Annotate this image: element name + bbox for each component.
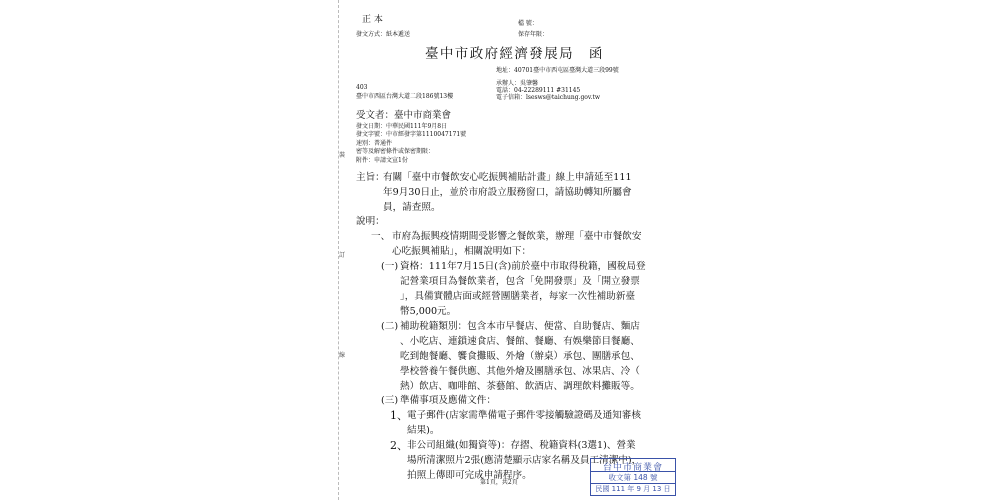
subject-label: 主旨：	[356, 172, 385, 183]
doc-security: 密等及解密條件或保密期限：	[356, 148, 435, 155]
archive-no-label: 檔 號：	[518, 20, 538, 27]
sub1-line: 幣5,000元。	[400, 306, 457, 317]
doc-number: 發文字號：中市經發字第1110047171號	[356, 131, 467, 138]
recipient: 受文者：臺中市商業會	[356, 110, 452, 121]
sender-contact: 承辦人：吳肇馨	[496, 80, 539, 87]
sender-phone: 電話：04-22289111 #31145	[496, 87, 581, 94]
subject-line: 有關「臺中市餐飲安心吃振興補貼計畫」線上申請延至111	[383, 172, 632, 183]
sub3-item-line: 非公司組織(如獨資等)：存摺、稅籍資料(3選1)、營業	[407, 440, 636, 451]
sub2-line: 熱）飲店、咖啡館、茶藝館、飲酒店、調理飲料攤販等。	[400, 381, 640, 392]
sub3-item-line: 場所清潔照片2張(應清楚顯示店家名稱及員工清潔中)，	[407, 455, 642, 466]
subject-line: 員，請查照。	[383, 202, 441, 213]
sub2-marker: (二)	[381, 321, 399, 332]
sub3-item-marker: 1、	[390, 409, 408, 422]
stamp-receipt-no: 收文第 148 號	[608, 473, 658, 482]
item1-line: 市府為振興疫情期間受影響之餐飲業，辦理「臺中市餐飲安	[392, 231, 642, 242]
sender-address: 地址：40701臺中市西屯區臺灣大道三段99號	[496, 67, 619, 74]
sub1-line: 資格：111年7月15日(含)前於臺中市取得稅籍，國稅局登	[400, 261, 646, 272]
sub3-item-marker: 2、	[390, 439, 408, 452]
retention-label: 保存年限：	[518, 31, 549, 38]
sub3-text: 準備事項及應備文件：	[400, 395, 496, 406]
recipient-postal: 403	[356, 84, 368, 91]
sub2-line: 學校營養午餐供應、其他外燴及團膳承包、冰果店、冷（	[400, 366, 640, 377]
sub1-line: 」，具備實體店面或經營團膳業者，每家一次性補助新臺	[400, 291, 636, 302]
doc-attachment: 附件：申請文宣1份	[356, 157, 408, 164]
sub3-item-line: 電子郵件(店家需準備電子郵件零接觸驗證碼及通知審核	[407, 410, 641, 421]
document-title: 臺中市政府經濟發展局 函	[425, 46, 604, 62]
item1-line: 心吃振興補貼」，相關說明如下：	[392, 246, 532, 257]
explanation-label: 說明：	[356, 216, 385, 227]
doc-date: 發文日期：中華民國111年9月8日	[356, 123, 448, 130]
page-number: 第1頁，共2頁	[480, 479, 518, 486]
stamp-org: 台中市商業會	[602, 463, 663, 473]
stamp-date: 民國 111 年 9 月 13 日	[595, 485, 671, 493]
doc-speed: 速別：普通件	[356, 140, 393, 147]
receipt-stamp	[590, 458, 676, 496]
recipient-address: 臺中市西區台灣大道二段186號13樓	[356, 93, 454, 100]
sub3-marker: (三)	[381, 395, 399, 406]
subject-line: 年9月30日止，並於市府設立服務窗口，請協助轉知所屬會	[383, 187, 632, 198]
delivery-method: 發文方式：紙本遞送	[356, 31, 411, 38]
sub2-line: 補助稅籍類別：包含本市早餐店、便當、自助餐店、麵店	[400, 321, 640, 332]
sub3-item-line: 拍照上傳即可完成申請程序。	[407, 470, 532, 481]
sub3-item-line: 結果)。	[407, 425, 440, 436]
sub1-marker: (一)	[381, 261, 399, 272]
item1-marker: 一、	[371, 231, 391, 242]
sub1-line: 記營業項目為餐飲業者，包含「免開發票」及「開立發票	[400, 276, 640, 287]
binding-mark: 裝	[339, 152, 346, 159]
sub2-line: 、小吃店、連鎖速食店、餐館、餐廳、有娛樂節目餐廳、	[400, 336, 640, 347]
binding-mark: 訂	[339, 252, 346, 259]
sender-email: 電子信箱：lsesws@taichung.gov.tw	[496, 94, 601, 101]
binding-mark: 線	[339, 352, 346, 359]
sub2-line: 吃到飽餐廳、饗食攤販、外燴（辦桌）承包、團膳承包、	[400, 351, 640, 362]
original-mark: 正 本	[362, 15, 383, 25]
